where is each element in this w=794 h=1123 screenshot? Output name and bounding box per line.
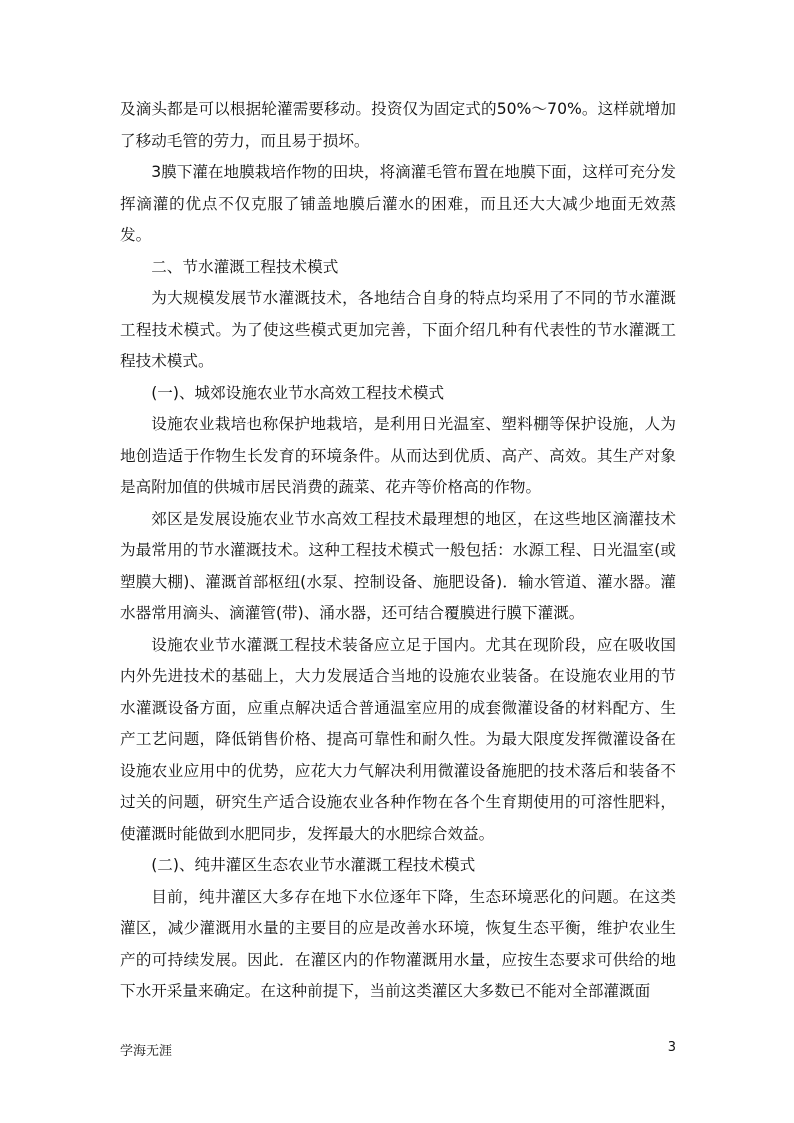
page-number: 3 xyxy=(667,1040,676,1055)
paragraph-continued: 及滴头都是可以根据轮灌需要移动。投资仅为固定式的50%～70%。这样就增加了移动毛管的劳力，而且易于损坏。 xyxy=(120,100,676,150)
paragraph-facility-agriculture: 设施农业栽培也称保护地栽培，是利用日光温室、塑料棚等保护设施，人为地创造适于作物生长发育的环境条件。从而达到优质、高产、高效。其生产对象是高附加值的供城市居民消费的蔬菜、花卉等价格高的作物。 xyxy=(120,415,676,496)
paragraph-membrane-irrigation: 3膜下灌在地膜栽培作物的田块，将滴灌毛管布置在地膜下面，这样可充分发挥滴灌的优点不仅克服了铺盖地膜后灌水的困难，而且还大大减少地面无效蒸发。 xyxy=(120,163,676,244)
subsection-heading-1: (一)、城郊设施农业节水高效工程技术模式 xyxy=(151,383,445,402)
footer-text: 学海无涯 xyxy=(120,1044,173,1059)
page-footer xyxy=(120,1040,676,1060)
paragraph-well-irrigation: 目前，纯井灌区大多存在地下水位逐年下降，生态环境恶化的问题。在这类灌区，减少灌溉用水量的主要目的应是改善水环境，恢复生态平衡，维护农业生产的可持续发展。因此．在灌区内的作物灌溉用水量，应按生态要求可供给的地下水开采量来确定。在这种前提下，当前这类灌区大多数已不能对全部灌溉面 xyxy=(120,887,676,1000)
paragraph-intro: 为大规模发展节水灌溉技术，各地结合自身的特点均采用了不同的节水灌溉工程技术模式。为了使这些模式更加完善，下面介绍几种有代表性的节水灌溉工程技术模式。 xyxy=(120,289,676,370)
paragraph-equipment: 设施农业节水灌溉工程技术装备应立足于国内。尤其在现阶段，应在吸收国内外先进技术的基础上，大力发展适合当地的设施农业装备。在设施农业用的节水灌溉设备方面，应重点解决适合普通温室应用的成套微灌设备的材料配方、生产工艺问题，降低销售价格、提高可靠性和耐久性。为最大限度发挥微灌设备在设施农业应用中的优势，应花大力气解决利用微灌设备施肥的技术落后和装备不过关的问题，研究生产适合设施农业各种作物在各个生育期使用的可溶性肥料，使灌溉时能做到水肥同步，发挥最大的水肥综合效益。 xyxy=(120,635,676,843)
document-body xyxy=(120,94,676,1008)
section-heading: 二、节水灌溉工程技术模式 xyxy=(151,257,339,276)
paragraph-suburban-drip: 郊区是发展设施农业节水高效工程技术最理想的地区，在这些地区滴灌技术为最常用的节水灌溉技术。这种工程技术模式一般包括：水源工程、日光温室(或塑膜大棚)、灌溉首部枢纽(水泵、控制设备、施肥设备)．输水管道、灌水器。灌水器常用滴头、滴灌管(带)、涌水器，还可结合覆膜进行膜下灌溉。 xyxy=(120,509,676,622)
subsection-heading-2: (二)、纯井灌区生态农业节水灌溉工程技术模式 xyxy=(151,856,476,874)
